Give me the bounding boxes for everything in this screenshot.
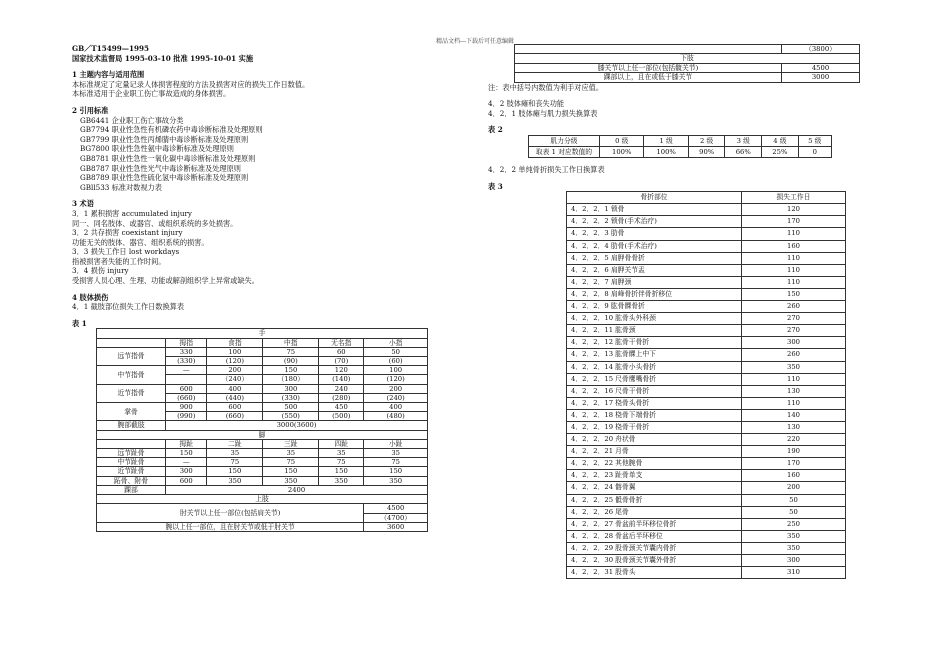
table-cell: —: [166, 366, 207, 375]
left-column: [72, 44, 467, 532]
table-cell: 75: [364, 458, 428, 467]
table-1-col-header: 食指: [207, 338, 263, 347]
table-row: [567, 421, 846, 433]
table-row: [567, 288, 846, 300]
section-4-title: 4 肢体损伤: [72, 292, 109, 302]
table-row: [97, 485, 428, 494]
table-3: [566, 191, 846, 579]
table-cell: 150: [166, 449, 207, 458]
fracture-site: 4．2．2．31 股骨头: [567, 567, 742, 579]
table-cell: 600: [166, 476, 207, 485]
term-line: 功能无关的肢体、器官、组织系统的损害。: [72, 237, 209, 247]
table-row: [567, 494, 846, 506]
lost-workdays-value: 350: [742, 530, 846, 542]
section-1-paragraph: 本标准适用于企业职工伤亡事故造成的身体损害。: [72, 89, 231, 99]
fracture-site: 4．2．2．18 桡骨下端骨折: [567, 409, 742, 421]
table-row: [97, 458, 428, 467]
table-row: [97, 347, 428, 356]
table-cell: 3000: [782, 73, 860, 82]
table-row: [567, 228, 846, 240]
table-3-label: 表 3: [488, 181, 503, 191]
table-1-col-header: 三趾: [263, 439, 319, 448]
section-2-title: 2 引用标准: [72, 105, 109, 115]
right-column: [488, 44, 868, 579]
lost-workdays-value: 130: [742, 421, 846, 433]
table-1-corner: [97, 338, 166, 347]
table-cell: (550): [263, 412, 319, 421]
table-cell: 900: [166, 403, 207, 412]
table-cell: (330): [263, 393, 319, 402]
reference-item: BG7800 职业性急性氨中毒诊断标准及处理原则: [80, 144, 234, 154]
table-cell: 120: [319, 366, 364, 375]
table-row: [567, 434, 846, 446]
table-cell: 90%: [688, 147, 725, 158]
table-2-col-header: 0 级: [600, 136, 644, 147]
table-row: [567, 349, 846, 361]
table-1-label: 表 1: [72, 318, 87, 328]
lost-workdays-value: 350: [742, 542, 846, 554]
fracture-site: 4．2．2．22 其他腕骨: [567, 458, 742, 470]
row-header: 踝部以上，且在或低于膝关节: [515, 73, 782, 82]
table-cell: (990): [166, 412, 207, 421]
lost-workdays-value: 130: [742, 385, 846, 397]
table-cell: (280): [319, 393, 364, 402]
reference-item: GB8787 职业性急性光气中毒诊断标准及处理原则: [80, 163, 241, 173]
table-cell: 75: [263, 458, 319, 467]
lost-workdays-value: 220: [742, 434, 846, 446]
table-1-lower-title: 下肢: [515, 54, 860, 63]
fracture-site: 4．2．2．20 舟状骨: [567, 434, 742, 446]
table-cell: 75: [319, 458, 364, 467]
row-header: 踝部: [97, 485, 166, 494]
table-row: [567, 397, 846, 409]
table-1-col-header: 四趾: [319, 439, 364, 448]
lost-workdays-value: 160: [742, 240, 846, 252]
row-header: 掌骨: [97, 403, 166, 421]
table-2-label: 表 2: [488, 125, 503, 135]
lost-workdays-value: 300: [742, 337, 846, 349]
fracture-site: 4．2．2．14 肱骨小头骨折: [567, 361, 742, 373]
table-cell: 25%: [762, 147, 799, 158]
table-header-row: [529, 136, 832, 147]
section-4-2-title: 4．2 肢体瘫和丧失功能: [488, 99, 565, 109]
table-3-col-header: 骨折部位: [567, 192, 742, 204]
fracture-site: 4．2．2．17 桡骨头骨折: [567, 397, 742, 409]
table-row: [515, 73, 860, 82]
table-row: [567, 470, 846, 482]
table-cell: (240): [364, 393, 428, 402]
lost-workdays-value: 110: [742, 228, 846, 240]
table-1-foot-title: 脚: [97, 430, 428, 439]
table-cell: [515, 45, 782, 54]
issuer-line: 国家技术监督局 1995-03-10 批准 1995-10-01 实施: [72, 53, 254, 63]
table-row: [567, 313, 846, 325]
table-cell: （240）: [207, 375, 263, 384]
table-row: [567, 506, 846, 518]
table-row: [567, 409, 846, 421]
table-row: [567, 542, 846, 554]
table-cell: 75: [207, 458, 263, 467]
table-cell: (60): [364, 357, 428, 366]
table-cell: 150: [364, 467, 428, 476]
table-cell: 400: [364, 403, 428, 412]
table-cell: 60: [319, 347, 364, 356]
table-cell: (120): [207, 357, 263, 366]
section-3-title: 3 术语: [72, 199, 94, 209]
table-row: [567, 301, 846, 313]
table-cell: （4700）: [364, 513, 428, 522]
table-cell: 600: [166, 384, 207, 393]
table-row: [567, 337, 846, 349]
table-row: [515, 45, 860, 54]
table-row: [567, 361, 846, 373]
fracture-site: 4．2．2．4 肋骨(手术治疗): [567, 240, 742, 252]
table-1-hand-title: 手: [97, 329, 428, 338]
table-row: [567, 567, 846, 579]
table-row: [97, 449, 428, 458]
table-1-col-header: 拇指: [166, 338, 207, 347]
table-cell: 330: [166, 347, 207, 356]
fracture-site: 4．2．2．23 趾骨单支: [567, 470, 742, 482]
table-cell: (480): [364, 412, 428, 421]
table-row: [567, 458, 846, 470]
lost-workdays-value: 250: [742, 518, 846, 530]
lost-workdays-value: 260: [742, 349, 846, 361]
lost-workdays-value: 140: [742, 409, 846, 421]
table-3-col-header: 损失工作日: [742, 192, 846, 204]
row-header: 远节指骨: [97, 347, 166, 365]
term-line: 3．2 共存损害 coexistant injury: [72, 228, 183, 238]
table-header-row: [567, 192, 846, 204]
table-row: [567, 385, 846, 397]
fracture-site: 4．2．2．21 月骨: [567, 446, 742, 458]
section-4-1-title: 4．1 截肢部位损失工作日数换算表: [72, 302, 185, 312]
table-row: [97, 403, 428, 412]
fracture-site: 4．2．2．8 肩峰骨折伴骨折移位: [567, 288, 742, 300]
table-row: [567, 325, 846, 337]
table-cell: 150: [319, 467, 364, 476]
lost-workdays-value: 160: [742, 470, 846, 482]
table-2-col-header: 3 级: [725, 136, 762, 147]
table-1-col-header: 小指: [364, 338, 428, 347]
row-header: 膝关节以上任一部位(包括髋关节): [515, 63, 782, 72]
table-2-col-header: 2 级: [688, 136, 725, 147]
table-1-upper-title: 上肢: [97, 495, 428, 504]
lost-workdays-value: 120: [742, 204, 846, 216]
term-line: 3．4 损伤 injury: [72, 266, 129, 276]
row-header: 远节趾骨: [97, 449, 166, 458]
table-2-col-header: 1 级: [644, 136, 688, 147]
table-cell: (70): [319, 357, 364, 366]
table-row: [567, 264, 846, 276]
table-row: [567, 240, 846, 252]
fracture-site: 4．2．2．28 骨盆后半环移位: [567, 530, 742, 542]
term-line: 受损害人员心理、生理、功能或解剖组织学上异常或缺失。: [72, 276, 259, 286]
table-cell: 35: [207, 449, 263, 458]
table-cell: （3800）: [782, 45, 860, 54]
term-line: 同一、同名肢体、或器官、或组织系统的多处损害。: [72, 218, 238, 228]
table-cell: 150: [263, 467, 319, 476]
table-cell: 300: [166, 467, 207, 476]
table-cell: (140): [319, 375, 364, 384]
fracture-site: 4．2．2．16 尺骨干骨折: [567, 385, 742, 397]
fracture-site: 4．2．2．30 股骨颈关节囊外骨折: [567, 555, 742, 567]
fracture-site: 4．2．2．6 肩胛关节盂: [567, 264, 742, 276]
fracture-site: 4．2．2．7 肩胛颈: [567, 276, 742, 288]
table-2-col-header: 5 级: [798, 136, 831, 147]
table-row: [515, 63, 860, 72]
fracture-site: 4．2．2．24 髂骨翼: [567, 482, 742, 494]
table-cell: 350: [207, 476, 263, 485]
table-1-continued: [514, 44, 860, 83]
table-1-col-header: 小趾: [364, 439, 428, 448]
lost-workdays-value: 50: [742, 494, 846, 506]
table-cell: 3000(3600): [166, 421, 428, 430]
table-cell: [166, 375, 207, 384]
table-cell: 100%: [600, 147, 644, 158]
lost-workdays-value: 170: [742, 458, 846, 470]
table-1: [96, 328, 428, 531]
table-cell: —: [166, 458, 207, 467]
table-cell: 100: [207, 347, 263, 356]
lost-workdays-value: 260: [742, 301, 846, 313]
fracture-site: 4．2．2．29 股骨颈关节囊内骨折: [567, 542, 742, 554]
table-cell: (90): [263, 357, 319, 366]
table-cell: 75: [263, 347, 319, 356]
table-cell: 200: [364, 384, 428, 393]
table-2-col-header: 4 级: [762, 136, 799, 147]
table-1-col-header: 中指: [263, 338, 319, 347]
table-row: [97, 421, 428, 430]
table-cell: 300: [263, 384, 319, 393]
table-cell: 600: [207, 403, 263, 412]
table-cell: 150: [263, 366, 319, 375]
table-cell: 66%: [725, 147, 762, 158]
table-cell: 150: [207, 467, 263, 476]
table-cell: 100%: [644, 147, 688, 158]
table-row: [567, 252, 846, 264]
section-4-2-2-title: 4．2．2 单纯骨折损失工作日换算表: [488, 165, 605, 174]
table-1-col-header: 二趾: [207, 439, 263, 448]
table-2: [528, 135, 832, 158]
table-note: 注：表中括号内数值为利手对应值。: [488, 82, 604, 92]
lost-workdays-value: 150: [742, 288, 846, 300]
fracture-site: 4．2．2．3 肋骨: [567, 228, 742, 240]
table-cell: 35: [364, 449, 428, 458]
table-2-col-header: 肌力分级: [529, 136, 600, 147]
term-line: 3．3 损失工作日 lost workdays: [72, 247, 180, 257]
table-row: [97, 476, 428, 485]
lost-workdays-value: 110: [742, 276, 846, 288]
table-cell: 35: [263, 449, 319, 458]
row-header: 跖骨、附骨: [97, 476, 166, 485]
table-cell: (120): [364, 375, 428, 384]
table-cell: （180）: [263, 375, 319, 384]
table-1-col-header: 拇趾: [166, 439, 207, 448]
lost-workdays-value: 200: [742, 482, 846, 494]
reference-item: GBll533 标准对数视力表: [80, 182, 162, 192]
table-cell: (660): [166, 393, 207, 402]
table-cell: 2400: [166, 485, 428, 494]
page-header-note: 精品文档---下载后可任意编辑: [435, 38, 515, 45]
table-cell: (440): [207, 393, 263, 402]
lost-workdays-value: 190: [742, 446, 846, 458]
reference-item: GB8789 职业性急性硫化氢中毒诊断标准及处理原则: [80, 173, 249, 183]
fracture-site: 4．2．2．26 尾骨: [567, 506, 742, 518]
term-line: 3．1 累积损害 accumulated injury: [72, 208, 192, 218]
table-cell: 3600: [364, 522, 428, 531]
lost-workdays-value: 110: [742, 252, 846, 264]
reference-list: [72, 116, 467, 193]
fracture-site: 4．2．2．5 肩胛骨骨折: [567, 252, 742, 264]
lost-workdays-value: 110: [742, 397, 846, 409]
row-header: 腕以上任一部位，且在肘关节或低于肘关节: [97, 522, 364, 531]
row-header: 中节趾骨: [97, 458, 166, 467]
row-header: 中节指骨: [97, 366, 166, 384]
fracture-site: 4．2．2．1 锁骨: [567, 204, 742, 216]
fracture-site: 4．2．2．9 肱骨髁骨折: [567, 301, 742, 313]
row-header: 近节指骨: [97, 384, 166, 402]
fracture-site: 4．2．2．2 锁骨(手术治疗): [567, 216, 742, 228]
row-header: 肘关节以上任一部位(包括肩关节): [97, 504, 364, 522]
fracture-site: 4．2．2．10 肱骨头外科颈: [567, 313, 742, 325]
lost-workdays-value: 110: [742, 264, 846, 276]
section-4-2-1-title: 4．2．1 肢体瘫与肌力损失换算表: [488, 108, 598, 118]
table-row: [529, 147, 832, 158]
table-row: [567, 555, 846, 567]
table-cell: 400: [207, 384, 263, 393]
table-cell: 35: [319, 449, 364, 458]
table-cell: 240: [319, 384, 364, 393]
table-1-col-header: 无名指: [319, 338, 364, 347]
table-cell: 500: [263, 403, 319, 412]
table-cell: (330): [166, 357, 207, 366]
lost-workdays-value: 170: [742, 216, 846, 228]
section-1-paragraph: 本标准规定了定量记录人体损害程度的方法及损害对应的损失工作日数值。: [72, 79, 310, 89]
reference-item: GB6441 企业职工伤亡事故分类: [80, 115, 184, 125]
lost-workdays-value: 110: [742, 373, 846, 385]
section-1-title: 1 主题内容与适用范围: [72, 70, 145, 80]
reference-item: GB7794 职业性急性有机磷农药中毒诊断标准及处理原则: [80, 125, 263, 135]
table-row: [567, 518, 846, 530]
term-line: 指被损害者失能的工作时间。: [72, 256, 166, 266]
table-row: [567, 276, 846, 288]
fracture-site: 4．2．2．25 骶骨骨折: [567, 494, 742, 506]
table-cell: 350: [319, 476, 364, 485]
standard-number: GB／T15499—1995: [72, 44, 149, 53]
table-row: [97, 467, 428, 476]
fracture-site: 4．2．2．19 桡骨干骨折: [567, 421, 742, 433]
lost-workdays-value: 300: [742, 555, 846, 567]
table-row: [567, 482, 846, 494]
table-cell: (660): [207, 412, 263, 421]
row-header: 取表 1 对应数值的: [529, 147, 600, 158]
reference-item: GB8781 职业性急性一氧化碳中毒诊断标准及处理原则: [80, 153, 256, 163]
row-header: 近节趾骨: [97, 467, 166, 476]
table-row: [97, 504, 428, 513]
lost-workdays-value: 270: [742, 313, 846, 325]
lost-workdays-value: 270: [742, 325, 846, 337]
table-cell: 450: [319, 403, 364, 412]
table-row: [567, 446, 846, 458]
table-row: [97, 522, 428, 531]
table-row: [567, 373, 846, 385]
table-3-body: [567, 204, 846, 579]
row-header: 腕部截肢: [97, 421, 166, 430]
table-row: [567, 216, 846, 228]
reference-item: GB7799 职业性急性丙烯腈中毒诊断标准及处理原则: [80, 134, 249, 144]
table-row: [97, 366, 428, 375]
table-cell: 200: [207, 366, 263, 375]
table-row: [567, 530, 846, 542]
lost-workdays-value: 350: [742, 361, 846, 373]
table-cell: (500): [319, 412, 364, 421]
table-1-corner: [97, 439, 166, 448]
table-cell: 4500: [364, 504, 428, 513]
fracture-site: 4．2．2．11 肱骨颈: [567, 325, 742, 337]
table-row: [97, 384, 428, 393]
table-cell: 350: [263, 476, 319, 485]
fracture-site: 4．2．2．13 肱骨髁上中下: [567, 349, 742, 361]
fracture-site: 4．2．2．27 骨盆前半环移位骨折: [567, 518, 742, 530]
table-row: [567, 204, 846, 216]
table-cell: 350: [364, 476, 428, 485]
table-cell: 0: [798, 147, 831, 158]
table-cell: 100: [364, 366, 428, 375]
fracture-site: 4．2．2．15 尺骨鹰嘴骨折: [567, 373, 742, 385]
lost-workdays-value: 310: [742, 567, 846, 579]
table-cell: 4500: [782, 63, 860, 72]
table-cell: 50: [364, 347, 428, 356]
fracture-site: 4．2．2．12 肱骨干骨折: [567, 337, 742, 349]
lost-workdays-value: 50: [742, 506, 846, 518]
